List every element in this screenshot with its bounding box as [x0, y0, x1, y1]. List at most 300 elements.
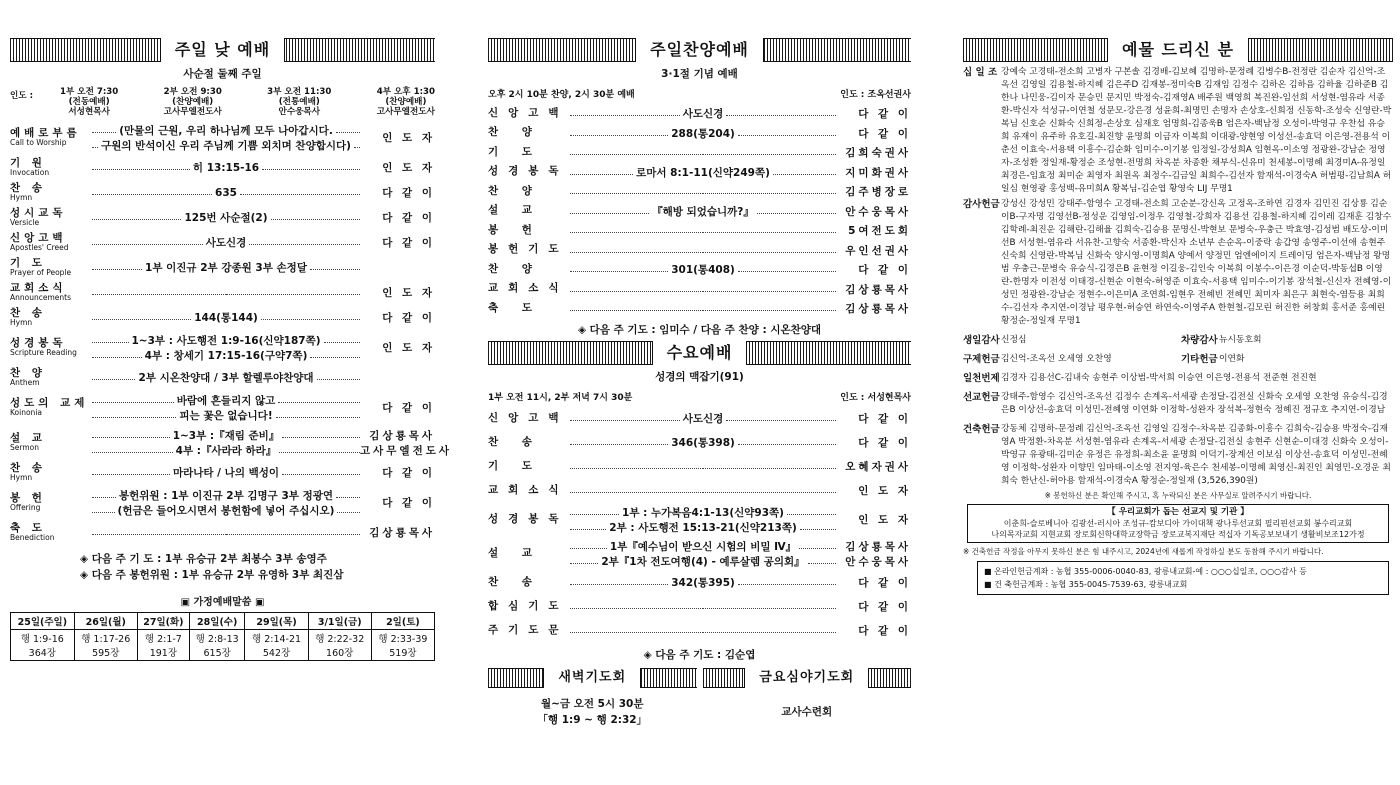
- leader-dots: [92, 437, 170, 438]
- order-line: [92, 138, 360, 153]
- order-line: [570, 287, 836, 292]
- leader-dots: [570, 444, 668, 445]
- order-text: 히 13:15-16: [192, 162, 260, 174]
- order-person: 고사무엘전도사: [360, 444, 453, 457]
- order-row: [488, 503, 911, 537]
- prayer-meetings: [488, 668, 911, 728]
- section-title: 예물 드리신 분: [1107, 38, 1249, 62]
- order-line: [570, 165, 836, 180]
- order-label: [488, 303, 570, 315]
- order-row: [488, 143, 911, 163]
- offering-header: [963, 38, 1393, 62]
- leader-dots: [92, 294, 226, 295]
- order-row: [10, 180, 435, 205]
- order-row: [10, 485, 435, 520]
- leader-dots: [703, 632, 836, 633]
- leader-dots: [570, 529, 606, 530]
- leader-dots: [703, 232, 836, 233]
- order-row: [488, 163, 911, 183]
- leader-dots: [703, 291, 836, 292]
- offering-note: ※ 봉헌하신 분은 확인해 주시고, 혹 누락되신 분은 사무실로 알려주시기 바랍니다.: [1044, 491, 1312, 500]
- leader-dots: [276, 417, 360, 418]
- service-block: [60, 87, 118, 117]
- offering-entry: [963, 391, 1393, 417]
- order-person: 다 같 이: [382, 212, 435, 224]
- service-time: 1부 오전 11시, 2부 저녁 7시 30분: [488, 392, 633, 403]
- order-line: [570, 575, 836, 590]
- order-content: [570, 411, 836, 426]
- leader-dots: [92, 132, 116, 133]
- order-label: [10, 258, 92, 278]
- order-content: [92, 160, 360, 175]
- mission-line-1: 이춘희-슬로베니아 김광선-러시아 조성규-캄보디아 가이대책 광나루선교회 필리핀선교회 봉수리교회: [1003, 519, 1353, 528]
- order-label-en: Scripture Reading: [10, 348, 77, 358]
- order-line: [570, 106, 836, 121]
- leader-dots: [336, 132, 360, 133]
- order-content: [92, 235, 360, 250]
- sunday-worship-header: [10, 38, 435, 62]
- order-line: [92, 370, 360, 385]
- order-row: [488, 221, 911, 241]
- leader-dots: [570, 115, 680, 116]
- order-label: [488, 205, 570, 217]
- order-content: [92, 123, 360, 153]
- order-line: [92, 260, 360, 275]
- offering-names: 김경자 김용선C-김내숙 송현주 이상범-박서희 이승연 이은영-전용석 전준현 전진현: [1001, 373, 1317, 383]
- leader-dots: [570, 271, 668, 272]
- order-label-ko: 봉헌기도: [488, 243, 569, 256]
- order-label-ko: 주기도문: [488, 623, 569, 636]
- order-line: [92, 187, 360, 199]
- order-label: [10, 283, 92, 303]
- order-row: [10, 460, 435, 485]
- leader-dots: [800, 529, 836, 530]
- service-time: 오후 2시 10분 찬양, 2시 30분 예배: [488, 90, 635, 100]
- order-row: [10, 365, 435, 390]
- leader-dots: [92, 379, 135, 380]
- leader-dots: [738, 444, 836, 445]
- family-hymn: 364장: [28, 648, 56, 659]
- order-row: [488, 280, 911, 300]
- order-person: 김주병장로: [845, 186, 911, 199]
- service-group: (전통예배): [278, 97, 320, 107]
- leader-dots: [570, 548, 607, 549]
- family-cell: [74, 630, 137, 661]
- order-line: [570, 539, 911, 554]
- order-text: 301(통408): [671, 264, 735, 277]
- leader-dots: [317, 379, 360, 380]
- order-line: [570, 306, 836, 311]
- leader-dots: [570, 232, 703, 233]
- order-person: 다 같 이: [382, 312, 435, 324]
- order-row: [488, 571, 911, 595]
- order-content: [92, 290, 360, 295]
- order-row: [10, 230, 435, 255]
- order-person: 다 같 이: [382, 237, 435, 249]
- order-line: [92, 503, 360, 518]
- order-content: [92, 393, 360, 423]
- family-verse: 행 2:14-21: [252, 634, 302, 645]
- offering-entry: [963, 66, 1393, 196]
- order-content: [570, 505, 836, 535]
- order-content: [92, 260, 360, 275]
- service-leader: 안수웅목사: [278, 107, 321, 117]
- order-line: [92, 408, 360, 423]
- order-label-ko: 기 도: [10, 256, 46, 269]
- order-row: [10, 255, 435, 280]
- offering-type: 차량감사: [1181, 335, 1218, 346]
- order-line: [92, 310, 360, 325]
- service-leader: 고사무엘전도사: [163, 107, 222, 117]
- order-row: [488, 407, 911, 431]
- order-person: 다 같 이: [858, 127, 911, 140]
- order-line: [92, 428, 435, 443]
- order-row: [10, 520, 435, 545]
- leader-dots: [261, 319, 360, 320]
- order-person: 다 같 이: [382, 187, 435, 199]
- order-row: [10, 155, 435, 180]
- account-box: [977, 561, 1389, 595]
- order-label-en: Versicle: [10, 218, 40, 228]
- order-content: [570, 575, 836, 590]
- family-verse: 행 2:33-39: [378, 634, 428, 645]
- online-account: ■ 온라인헌금계좌 : 농협 355-0006-0040-83, 광릉내교회-예 : ○○○십일조, ○○○감사 등: [984, 567, 1307, 576]
- service-time: 1부 오전 7:30: [60, 87, 119, 97]
- leader-dots: [92, 219, 181, 220]
- leader-dots: [92, 452, 173, 453]
- dawn-text: 「행 1:9 ~ 행 2:32」: [537, 713, 648, 726]
- order-row: [488, 124, 911, 144]
- order-row: [488, 182, 911, 202]
- leader-dots: [92, 534, 226, 535]
- order-label-en: Sermon: [10, 443, 39, 453]
- leader-dots: [226, 294, 360, 295]
- praise-worship-column: [488, 38, 911, 728]
- leader-dots: [570, 174, 633, 175]
- order-label-ko: 예배로부름: [10, 126, 81, 139]
- order-label-ko: 찬 양: [10, 366, 46, 379]
- leader-dots: [92, 319, 191, 320]
- order-line: [570, 520, 836, 535]
- order-line: [570, 464, 836, 469]
- section-title: 주일찬양예배: [635, 38, 764, 62]
- order-text: (헌금은 들어오시면서 봉헌함에 넣어 주십시오): [117, 504, 335, 517]
- order-line: [570, 248, 836, 253]
- next-week-prayer: ◈ 다음 주 기 도 : 1부 유승규 2부 최봉수 3부 송영주: [80, 553, 327, 565]
- order-label-en: Benediction: [10, 533, 55, 543]
- leader-dots: [310, 269, 360, 270]
- offering-entry: [963, 334, 1393, 347]
- leader-dots: [570, 213, 649, 214]
- order-content: [92, 465, 360, 480]
- order-label: [488, 244, 570, 256]
- next-week-offering: ◈ 다음 주 봉헌위원 : 1부 유승규 2부 유영하 3부 최진삼: [80, 569, 344, 581]
- leader-dots: [262, 169, 360, 170]
- order-line: [92, 210, 360, 225]
- order-label: [10, 433, 92, 453]
- service-leader: 인도 : 서성현목사: [840, 392, 911, 403]
- leader-dots: [703, 492, 836, 493]
- order-row: [488, 537, 911, 571]
- order-label: [10, 493, 92, 513]
- order-text: 4부 :『사라라 하라』: [175, 444, 277, 457]
- leader-dots: [92, 169, 190, 170]
- order-label: [488, 225, 570, 237]
- order-person: 인 도 자: [858, 485, 911, 497]
- wed-next-line: ◈ 다음 주 기도 : 김순엽: [643, 648, 756, 661]
- leader-dots: [570, 252, 703, 253]
- order-text: 125번 사순절(2): [184, 212, 268, 224]
- leader-dots: [703, 154, 836, 155]
- family-hymn: 542장: [262, 648, 291, 659]
- order-line: [92, 235, 360, 250]
- order-row: [488, 431, 911, 455]
- offering-type: 생일감사: [963, 335, 1000, 346]
- order-label: [488, 461, 570, 473]
- family-cell: [245, 630, 308, 661]
- family-verse: 행 1:9-16: [20, 634, 64, 645]
- leader-dots: [92, 497, 116, 498]
- order-row: [488, 479, 911, 503]
- order-line: [92, 530, 360, 535]
- leader-dots: [799, 548, 836, 549]
- order-row: [10, 425, 453, 460]
- order-line: [570, 189, 836, 194]
- order-text: 2부 : 사도행전 15:13-21(신약213쪽): [609, 521, 797, 534]
- order-content: [92, 310, 360, 325]
- leader-dots: [92, 417, 176, 418]
- offering-column: [963, 38, 1393, 595]
- order-content: [570, 628, 836, 633]
- sunday-worship-column: [10, 38, 453, 661]
- leader-dots: [570, 193, 703, 194]
- order-content: [570, 604, 836, 609]
- order-row: [488, 202, 911, 222]
- leader-dots: [92, 269, 142, 270]
- order-person: 다 같 이: [858, 577, 911, 589]
- order-person: 다 같 이: [382, 467, 435, 479]
- order-person: 오혜자권사: [845, 461, 911, 473]
- order-person: 인 도 자: [382, 162, 435, 174]
- family-worship-title: ▣ 가정예배말씀 ▣: [180, 597, 265, 608]
- leader-dots: [278, 402, 360, 403]
- order-text: 1부 : 누가복음4:1-13(신약93쪽): [622, 506, 784, 519]
- offering-names: 김신억-조옥선 오세영 오찬영: [1001, 354, 1112, 364]
- order-content: [570, 435, 836, 450]
- order-label-en: Apostles' Creed: [10, 243, 69, 253]
- order-person: 다 같 이: [858, 601, 911, 613]
- leader-dots: [92, 342, 129, 343]
- order-row: [10, 390, 435, 425]
- service-block: [377, 87, 435, 117]
- family-day: 28일(수): [189, 613, 245, 630]
- order-label: [10, 463, 92, 483]
- family-worship-table: [10, 612, 435, 661]
- leader-dots: [226, 534, 360, 535]
- service-info: [488, 390, 911, 403]
- offering-names: 뉴시동호회: [1219, 335, 1262, 345]
- leader-dots: [279, 452, 360, 453]
- leader-dots: [703, 193, 836, 194]
- order-label-ko: 봉 헌: [488, 223, 542, 236]
- offering-entry: [963, 423, 1393, 488]
- order-label: [488, 437, 570, 449]
- mission-box: [967, 504, 1389, 543]
- order-label: [488, 413, 570, 425]
- family-day: 25일(주일): [11, 613, 75, 630]
- order-text: 『해방 되었습니까?』: [652, 205, 754, 218]
- offering-names: 이연화: [1219, 354, 1245, 364]
- family-verse: 행 2:22-32: [315, 634, 365, 645]
- order-label-ko: 교회소식: [488, 483, 569, 496]
- order-line: [570, 126, 836, 141]
- offering-names: 강동체 김명하-문정례 김신억-조옥선 김영일 김정수-차옥분 김종화-이흥수 김희숙-김승용 박정숙-김재영A 박정환-차옥분 서성현-염유라 손계옥-서세광 손정달-김전실 송현주 신현순-이대경 신화숙 오성이-박영규 유광태-김미순 유정은 유정희-최소윤 윤명희 이덕기-장계선 이보심 이상선-송효덕 이성민-전혜영 이정학-성완자 이향민 임마태-이소영 전지영-육은수 천세봉-이명혜 최영신-최진인 최영민-오경운 최희숙 한난신-허아용 함재석-이경숙A 황정순-정일재 (3,526,390원): [1001, 424, 1391, 486]
- leader-dots: [703, 310, 836, 311]
- family-day: 27일(화): [137, 613, 189, 630]
- dawn-header: [488, 668, 697, 688]
- order-line: [570, 604, 836, 609]
- order-label: [488, 601, 570, 613]
- leader-dots: [570, 420, 680, 421]
- order-text: 4부 : 창세기 17:15-16(구약7쪽): [144, 349, 308, 362]
- order-label-ko: 설 교: [488, 546, 542, 559]
- order-person: 다 같 이: [858, 108, 911, 121]
- leader-dots: [703, 252, 836, 253]
- offering-type: 일천번제: [963, 373, 1000, 384]
- order-label-ko: 성도의 교제: [10, 396, 89, 409]
- offering-type: 감사헌금: [963, 199, 1000, 210]
- order-content: [570, 150, 836, 155]
- section-subtitle: 성경의 맥잡기(91): [655, 370, 744, 383]
- family-cell: [189, 630, 245, 661]
- leader-dots: [92, 512, 115, 513]
- order-text: 635: [215, 186, 237, 199]
- order-text: 마라나타 / 나의 백성이: [172, 467, 280, 479]
- order-person: 다 같 이: [858, 437, 911, 449]
- order-content: [92, 210, 360, 225]
- order-label-ko: 성경봉독: [10, 336, 67, 349]
- service-block: [267, 87, 331, 117]
- leader-dots: [336, 497, 360, 498]
- order-label: [10, 208, 92, 228]
- offering-type: 구제헌금: [963, 354, 1000, 365]
- order-content: [92, 488, 360, 518]
- leader-dots: [92, 244, 203, 245]
- order-line: [570, 488, 836, 493]
- order-label: [10, 183, 92, 203]
- order-person: 지미화권사: [845, 166, 911, 179]
- leader-dots: [92, 402, 174, 403]
- next-week-list: [80, 551, 435, 583]
- order-label-ko: 신앙고백: [10, 231, 67, 244]
- leader-dots: [726, 420, 836, 421]
- order-label-ko: 찬 송: [10, 461, 46, 474]
- order-label: [10, 368, 92, 388]
- leader-dots: [726, 115, 836, 116]
- order-label-ko: 교회소식: [488, 282, 569, 295]
- leader-dots: [703, 608, 836, 609]
- order-label: [488, 147, 570, 159]
- order-label-ko: 찬 송: [488, 435, 542, 448]
- order-row: [10, 305, 435, 330]
- order-label: [488, 577, 570, 589]
- order-label-ko: 찬 양: [488, 184, 542, 197]
- order-content: [570, 464, 836, 469]
- building-note: ※ 건축헌금 작정을 아무지 못하신 분은 힘 내주시고, 2024년에 새롭게 작정하실 분도 동참해 주시기 바랍니다.: [963, 547, 1324, 556]
- offering-entry: [963, 353, 1393, 366]
- order-label-en: Call to Worship: [10, 138, 67, 148]
- order-content: [570, 126, 836, 141]
- order-text: 구원의 반석이신 우리 주님께 기쁨 외치며 찬양합시다): [101, 139, 351, 152]
- leader-dots: [570, 563, 598, 564]
- order-row: [488, 455, 911, 479]
- offering-names: 강성신 강성민 강태주-함영수 고경태-전소희 고순분-강신옥 고정옥-조하연 김경자 김민진 김상룡 김순이B-구자명 김영선B-정성운 김영임-이정우 김영철-강희자 김용선 김용철-하지혜 김이레 김재훈 김창수 김학례-최진운 김해란-김해율 김희숙-김승용 문명신-박현보 문병숙-우충근 박효영-김성범 배도상-이미선B 서성현-염유라 서유찬-고향숙 서종환-박신자 소년부 손순옥-이중락 송갑영 송영주-이선애 송현주 신숙희 신영란-박복님 신화숙 양시영-이명희A 양예서 양정민 엄엔에이지 트레이딩 엄은자-백남정 왕명범 우충근-문병숙 유승식-김경은B 윤현정 이길웅-김인숙 이복희 이봉수-이은경 이순덕-박동섭B 이영란-한명자 이전성 이태경-신현순 이현숙-허영준 이효숙-서용택 임미수-이기봉 장석철-신신자 전혜영-이성민 정광완-강남순 정현수-이은미A 조연희-임현우 전혜빈 전혜민 최미자 최은구 최현숙-염등용 최희수-김선자 추지연-이경남 평우현-허승연 하연숙-이영주A 한현철-김모린 허진한 허창회 홍서준 홍예린 황정순-정일재 무명1: [1001, 199, 1392, 326]
- order-label-en: Offering: [10, 503, 41, 513]
- family-cell: [137, 630, 189, 661]
- wednesday-header: [488, 341, 911, 365]
- order-person: 김상룡목사: [369, 429, 436, 442]
- order-text: 사도신경: [205, 237, 247, 249]
- order-label-ko: 성경봉독: [488, 165, 569, 178]
- order-row: [488, 260, 911, 280]
- leader-dots: [337, 512, 360, 513]
- order-line: [570, 204, 836, 219]
- order-row: [488, 595, 911, 619]
- service-info: [488, 87, 911, 100]
- order-line: [570, 150, 836, 155]
- order-person: 김상룡목사: [845, 283, 911, 296]
- friday-header: [703, 668, 912, 688]
- order-line: [92, 465, 360, 480]
- order-content: [92, 530, 360, 535]
- order-label-en: Hymn: [10, 318, 33, 328]
- order-person: 다 같 이: [382, 497, 435, 509]
- order-label: [488, 186, 570, 198]
- order-line: [570, 505, 836, 520]
- order-label-en: Invocation: [10, 168, 50, 178]
- order-label: [488, 625, 570, 637]
- service-group: (찬양예배): [385, 97, 427, 107]
- order-text: 2부 시온찬양대 / 3부 할렐루야찬양대: [138, 372, 314, 384]
- order-person: 안수웅목사: [845, 555, 912, 568]
- order-label: [488, 264, 570, 276]
- offering-type: 건축헌금: [963, 424, 1000, 435]
- order-text: 로마서 8:1-11(신약249쪽): [636, 166, 770, 179]
- section-subtitle: 사순절 둘째 주일: [183, 68, 262, 80]
- family-cell: [11, 630, 75, 661]
- order-label-ko: 성시교독: [10, 206, 67, 219]
- order-content: [92, 187, 360, 199]
- order-line: [92, 393, 360, 408]
- building-account: ■ 건 축헌금계좌 : 농협 355-0045-7539-63, 광릉내교회: [984, 580, 1188, 589]
- leader-dots: [92, 474, 170, 475]
- service-times: [10, 87, 435, 117]
- order-row: [10, 120, 435, 155]
- order-row: [488, 619, 911, 643]
- order-label: [10, 128, 92, 148]
- family-hymn: 519장: [389, 648, 417, 659]
- service-leader: 서성현목사: [68, 107, 110, 117]
- order-label-ko: 설 교: [488, 204, 542, 217]
- service-block: [164, 87, 222, 117]
- order-text: 1~3부 : 사도행전 1:9-16(신약187쪽): [131, 334, 321, 347]
- order-label: [488, 514, 570, 526]
- order-line: [92, 290, 360, 295]
- order-text: 사도신경: [682, 108, 724, 121]
- leader-dots: [570, 154, 703, 155]
- order-line: [570, 411, 836, 426]
- leader-dots: [738, 135, 836, 136]
